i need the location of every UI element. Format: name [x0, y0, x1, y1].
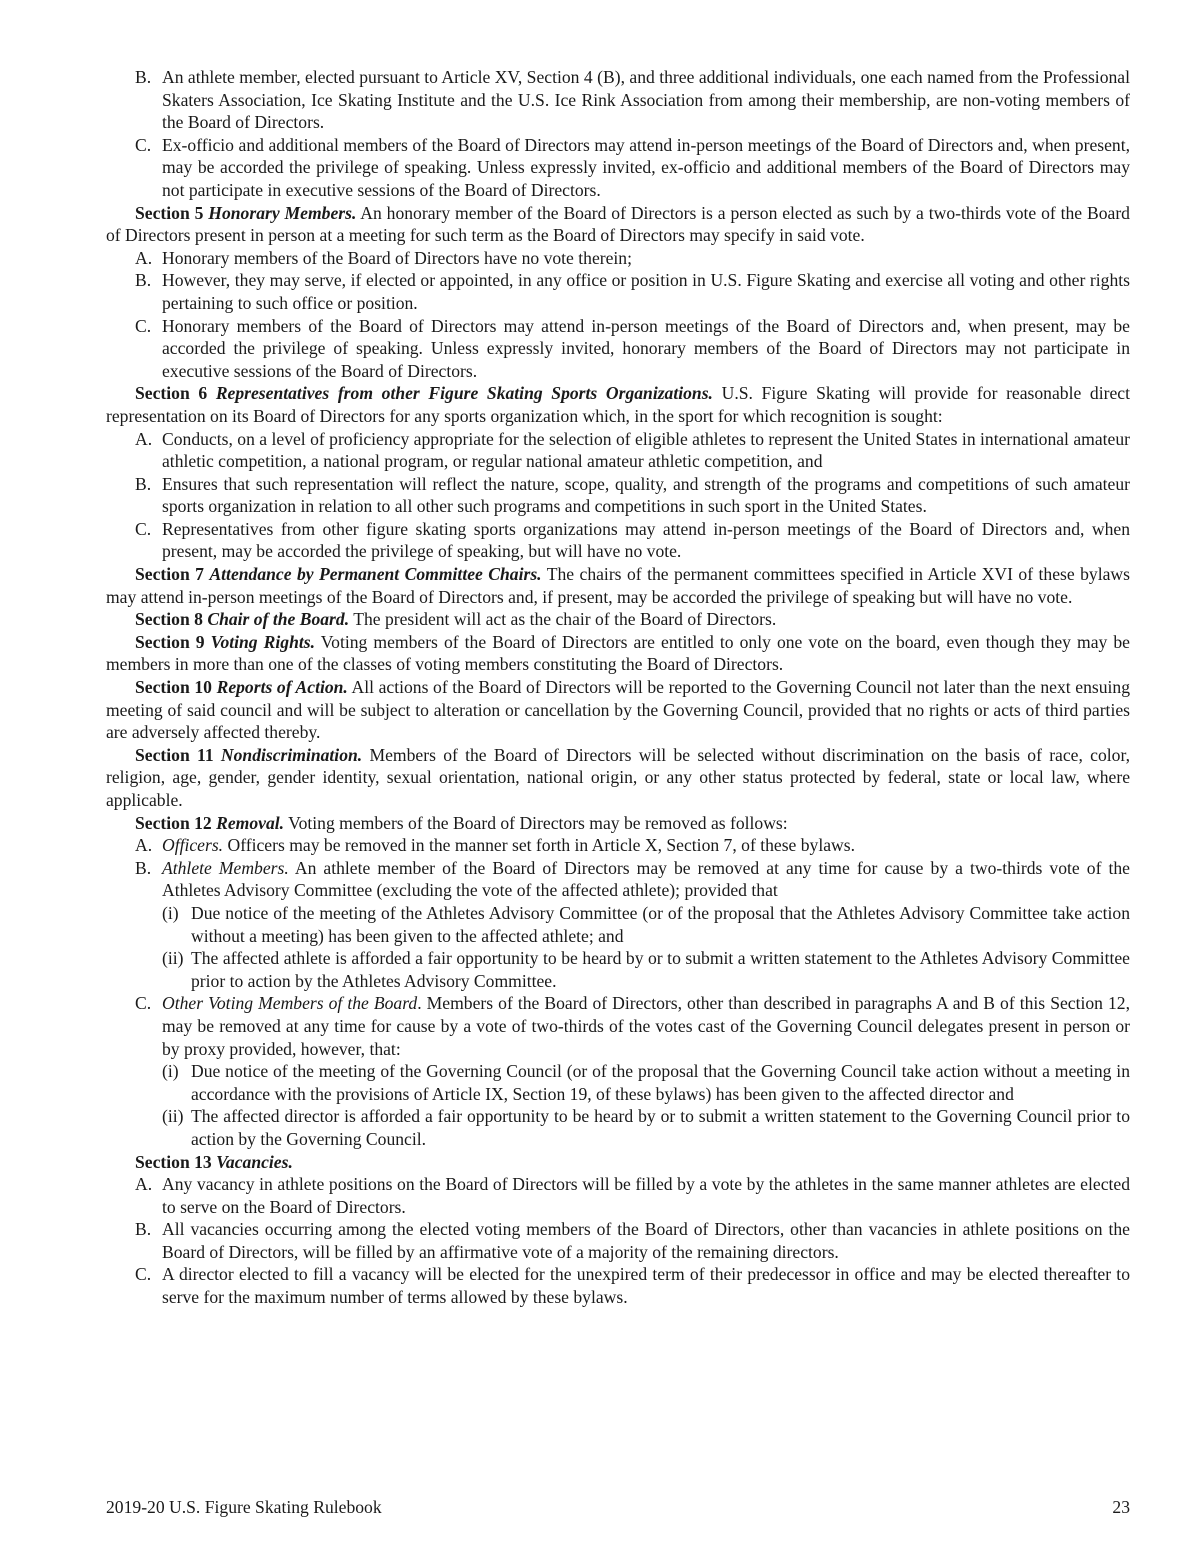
sub-list-item: [162, 902, 1130, 947]
section-title: Voting Rights.: [210, 631, 315, 652]
section-body: Voting members of the Board of Directors may be removed as follows:: [288, 812, 788, 833]
item-body: . Members of the Board of Directors, other than described in paragraphs A and B of this Section 12, may be removed at any time for cause by a vote of two-thirds of the votes cast of the Governing Council delegates present in person or by proxy provided, however, that:: [162, 993, 1130, 1059]
page-footer: [106, 1497, 1130, 1518]
list-item: [135, 518, 1130, 563]
item-label: A.: [135, 428, 153, 449]
section-9: [106, 631, 1130, 676]
section-body: Voting members of the Board of Directors are entitled to only one vote on the board, even though they may be members in more than one of the classes of voting members constituting the Board of Directors.: [106, 631, 1130, 675]
section-8: [106, 608, 1130, 631]
section-title: Honorary Members.: [208, 202, 357, 223]
item-label: A.: [135, 835, 153, 856]
list-item: [135, 428, 1130, 473]
item-label: A.: [135, 1174, 153, 1195]
section-number: Section 10: [135, 677, 212, 698]
item-text: Ensures that such representation will reflect the nature, scope, quality, and strength of the programs and competitions of such amateur sports organization in relation to all other such programs and competitions in such sport in the United States.: [162, 473, 1130, 517]
list-item: [135, 247, 1130, 270]
item-text: Honorary members of the Board of Directors may attend in-person meetings of the Board of Directors and, when present, may be accorded the privilege of speaking. Unless expressly invited, honorary members of the Board of Directors may not participate in executive sessions of the Board of Directors.: [162, 315, 1130, 381]
section-number: Section 6: [135, 383, 208, 404]
section-title: Representatives from other Figure Skating Sports Organizations.: [215, 383, 713, 404]
list-item: [135, 66, 1130, 134]
item-label: B.: [135, 473, 152, 494]
item-label: B.: [135, 270, 152, 291]
item-label: C.: [135, 134, 152, 155]
item-text: Honorary members of the Board of Directors have no vote therein;: [162, 247, 632, 268]
list-item: [135, 1173, 1130, 1218]
item-label: (i): [162, 902, 179, 923]
list-item: [135, 1263, 1130, 1308]
section-body: Members of the Board of Directors will be selected without discrimination on the basis of race, color, religion, age, gender, gender identity, sexual orientation, national origin, or any other status protected by federal, state or local law, where applicable.: [106, 744, 1130, 810]
item-lead: Other Voting Members of the Board: [162, 993, 418, 1014]
section-number: Section 11: [135, 744, 214, 765]
section-title: Removal.: [216, 812, 285, 833]
item-text: The affected athlete is afforded a fair opportunity to be heard by or to submit a written statement to the Athletes Advisory Committee prior to action by the Athletes Advisory Committee.: [191, 948, 1130, 991]
item-label: (ii): [162, 1106, 184, 1127]
item-label: C.: [135, 518, 152, 539]
item-label: A.: [135, 247, 153, 268]
item-text: All vacancies occurring among the elected voting members of the Board of Directors, other than vacancies in athlete positions on the Board of Directors, will be filled by an affirmative vote of a majority of the remaining directors.: [162, 1219, 1130, 1262]
section-title: Attendance by Permanent Committee Chairs.: [209, 564, 542, 585]
item-label: B.: [135, 1219, 152, 1240]
section-body: The president will act as the chair of the Board of Directors.: [353, 609, 777, 630]
list-item: [135, 857, 1130, 902]
section-title: Reports of Action.: [216, 677, 348, 698]
section-13: [106, 1151, 1130, 1174]
section-number: Section 5: [135, 202, 204, 223]
section-body: The chairs of the permanent committees specified in Article XVI of these bylaws may attend in-person meetings of the Board of Directors and, if present, may be accorded the privilege of speaking but will have no vote.: [106, 564, 1130, 607]
item-text: Any vacancy in athlete positions on the Board of Directors will be filled by a vote by the athletes in the same manner athletes are elected to serve on the Board of Directors.: [162, 1174, 1130, 1217]
item-text: The affected director is afforded a fair opportunity to be heard by or to submit a written statement to the Governing Council prior to action by the Governing Council.: [191, 1106, 1130, 1149]
section-5: [106, 202, 1130, 247]
section-7: [106, 563, 1130, 608]
section-title: Vacancies.: [216, 1151, 293, 1172]
sub-list-item: [162, 947, 1130, 992]
sub-list-item: [162, 1060, 1130, 1105]
section-title: Chair of the Board.: [207, 609, 350, 630]
list-item: [135, 134, 1130, 202]
list-item: [135, 1218, 1130, 1263]
item-text: [162, 834, 1130, 857]
item-label: C.: [135, 1264, 152, 1285]
list-item: [135, 315, 1130, 383]
item-lead: Officers.: [162, 835, 224, 856]
item-text: Due notice of the meeting of the Athletes Advisory Committee (or of the proposal that the Athletes Advisory Committee take action without a meeting) has been given to the affected athlete; and: [191, 902, 1130, 946]
section-11: [106, 744, 1130, 812]
section-6: [106, 382, 1130, 427]
item-label: (i): [162, 1061, 179, 1082]
item-body: Officers may be removed in the manner set forth in Article X, Section 7, of these bylaws.: [227, 835, 855, 856]
item-label: B.: [135, 857, 152, 878]
item-text: [162, 992, 1130, 1060]
section-number: Section 8: [135, 609, 203, 630]
item-label: B.: [135, 67, 152, 87]
item-text: [162, 857, 1130, 902]
section-body: All actions of the Board of Directors will be reported to the Governing Council not later than the next ensuing meeting of said council and will be subject to alteration or cancellation by the Governing Council, provided that no rights or acts of third parties are adversely affected thereby.: [106, 677, 1130, 743]
item-text: Due notice of the meeting of the Governing Council (or of the proposal that the Governing Council take action without a meeting in accordance with the provisions of Article IX, Section 19, of these bylaws) has been given to the affected director and: [191, 1061, 1130, 1104]
item-text: Representatives from other figure skating sports organizations may attend in-person meetings of the Board of Directors and, when present, may be accorded the privilege of speaking, but will have no vote.: [162, 518, 1130, 562]
section-number: Section 13: [135, 1151, 212, 1172]
item-label: C.: [135, 315, 152, 336]
section-body: An honorary member of the Board of Directors is a person elected as such by a two-thirds vote of the Board of Directors present in person at a meeting for such term as the Board of Directors may specify in said vote.: [106, 202, 1130, 246]
item-text: Conducts, on a level of proficiency appropriate for the selection of eligible athletes to represent the United States in international amateur athletic competition, a national program, or regular national amateur athletic competition, and: [162, 428, 1130, 472]
page-number: 23: [1112, 1497, 1130, 1517]
item-text: Ex-officio and additional members of the Board of Directors may attend in-person meetings of the Board of Directors and, when present, may be accorded the privilege of speaking. Unless expressly invited, ex-officio and additional members of the Board of Directors may not participate in executive sessions of the Board of Directors.: [162, 134, 1130, 200]
section-number: Section 9: [135, 631, 205, 652]
list-item: [135, 473, 1130, 518]
section-body: U.S. Figure Skating will provide for reasonable direct representation on its Board of Directors for any sports organization which, in the sport for which recognition is sought:: [106, 383, 1130, 426]
section-10: [106, 676, 1130, 744]
item-lead: Athlete Members.: [162, 857, 289, 878]
list-item: [135, 269, 1130, 314]
item-text: However, they may serve, if elected or appointed, in any office or position in U.S. Figure Skating and exercise all voting and other rights pertaining to such office or position.: [162, 270, 1130, 313]
item-text: A director elected to fill a vacancy will be elected for the unexpired term of their predecessor in office and may be elected thereafter to serve for the maximum number of terms allowed by these bylaws.: [162, 1264, 1130, 1308]
item-text: An athlete member, elected pursuant to Article XV, Section 4 (B), and three additional individuals, one each named from the Professional Skaters Association, Ice Skating Institute and the U.S. Ice Rink Association from among their membership, are non-voting members of the Board of Directors.: [162, 67, 1130, 133]
list-item: [135, 992, 1130, 1060]
list-item: [135, 834, 1130, 857]
section-title: Nondiscrimination.: [220, 744, 363, 765]
section-number: Section 12: [135, 812, 212, 833]
item-label: C.: [135, 993, 152, 1014]
item-body: An athlete member of the Board of Directors may be removed at any time for cause by a two-thirds vote of the Athletes Advisory Committee (excluding the vote of the affected athlete); provided that: [162, 857, 1130, 901]
document-body: [106, 66, 1130, 1309]
section-12: [106, 812, 1130, 835]
item-label: (ii): [162, 948, 184, 969]
footer-title: 2019-20 U.S. Figure Skating Rulebook: [106, 1497, 382, 1517]
section-number: Section 7: [135, 564, 204, 585]
sub-list-item: [162, 1105, 1130, 1150]
